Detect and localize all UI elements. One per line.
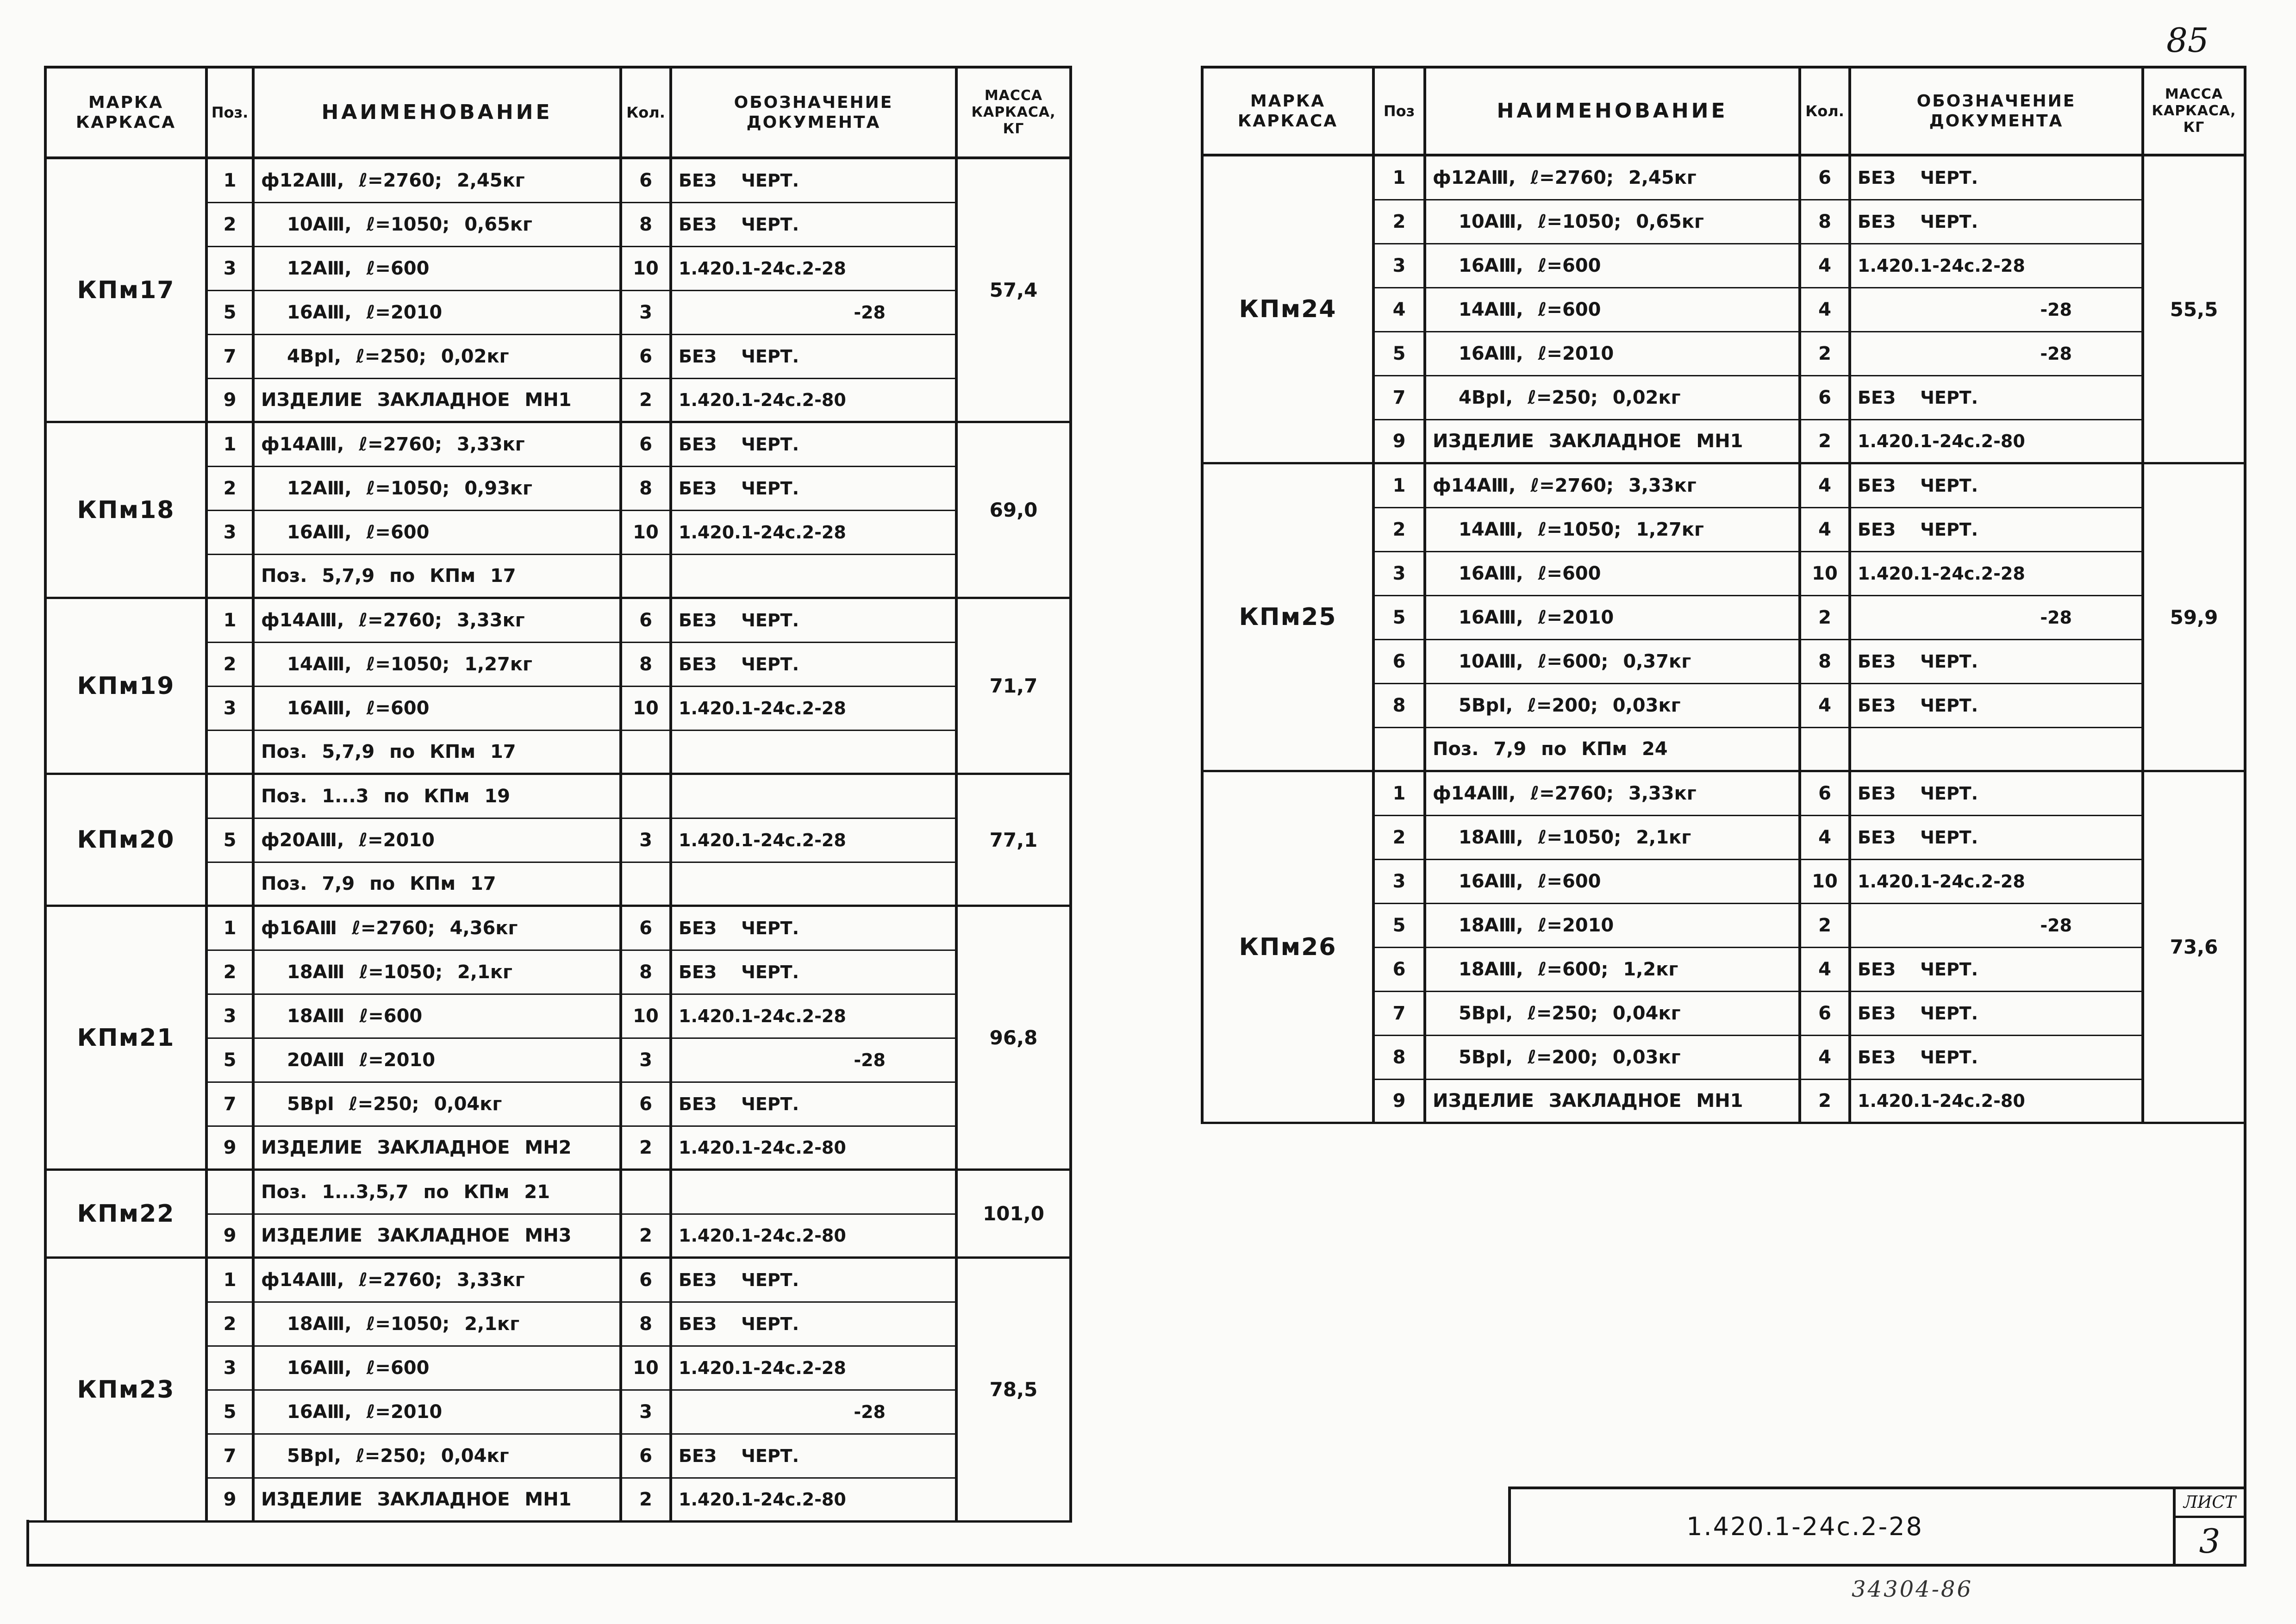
- cell-pos: 8: [1375, 684, 1426, 728]
- cell-doc: 1.420.1-24с.2-28: [672, 247, 958, 291]
- cell-qty: 8: [1801, 640, 1851, 684]
- cell-doc: БЕЗ ЧЕРТ.: [672, 467, 958, 511]
- cell-qty: 10: [1801, 552, 1851, 596]
- frame-mass: 59,9: [2144, 464, 2246, 772]
- cell-qty: 10: [622, 511, 672, 555]
- cell-qty: 4: [1801, 816, 1851, 860]
- cell-pos: 9: [1375, 1080, 1426, 1124]
- left-table-header-name: [255, 69, 622, 159]
- cell-pos: 7: [208, 1083, 255, 1127]
- cell-doc: БЕЗ ЧЕРТ.: [672, 159, 958, 203]
- header-label: МАРКА КАРКАСА: [1237, 91, 1338, 131]
- cell-doc: 1.420.1-24с.2-28: [1851, 244, 2144, 288]
- cell-qty: 8: [622, 643, 672, 687]
- cell-pos: 1: [1375, 772, 1426, 816]
- cell-qty: 4: [1801, 1036, 1851, 1080]
- cell-qty: 6: [1801, 992, 1851, 1036]
- frame-mass: 77,1: [958, 775, 1072, 907]
- cell-name: 14АⅢ, ℓ=600: [1426, 288, 1801, 332]
- cell-doc: 1.420.1-24с.2-28: [672, 687, 958, 731]
- cell-doc: 1.420.1-24с.2-80: [672, 1479, 958, 1523]
- cell-pos: 1: [208, 423, 255, 467]
- cell-name: 10АⅢ, ℓ=1050; 0,65кг: [1426, 200, 1801, 244]
- cell-doc: 1.420.1-24с.2-28: [672, 995, 958, 1039]
- cell-qty: 10: [622, 995, 672, 1039]
- cell-pos: [208, 775, 255, 819]
- cell-qty: [622, 863, 672, 907]
- frame-mass: 73,6: [2144, 772, 2246, 1124]
- cell-doc: -28: [672, 1391, 958, 1435]
- frame-mark: КПм26: [1204, 772, 1375, 1124]
- page-number: 85: [2166, 21, 2209, 60]
- sheet-number: 3: [2199, 1521, 2221, 1561]
- cell-qty: 10: [622, 687, 672, 731]
- cell-pos: 3: [208, 995, 255, 1039]
- cell-doc: -28: [672, 291, 958, 335]
- cell-qty: 2: [622, 379, 672, 423]
- cell-name: 18АⅢ, ℓ=600; 1,2кг: [1426, 948, 1801, 992]
- cell-pos: 6: [1375, 640, 1426, 684]
- cell-qty: 2: [622, 1215, 672, 1259]
- right-table-header-pos: [1375, 69, 1426, 156]
- cell-pos: 2: [208, 1303, 255, 1347]
- cell-pos: 3: [1375, 552, 1426, 596]
- frame-mark: КПм19: [47, 599, 208, 775]
- cell-pos: 2: [1375, 816, 1426, 860]
- cell-qty: 4: [1801, 464, 1851, 508]
- cell-name: ИЗДЕЛИЕ ЗАКЛАДНОЕ МН1: [1426, 420, 1801, 464]
- left-table-header-mark: [47, 69, 208, 159]
- cell-name: ИЗДЕЛИЕ ЗАКЛАДНОЕ МН1: [255, 379, 622, 423]
- cell-qty: [1801, 728, 1851, 772]
- cell-name: 16АⅢ, ℓ=2010: [255, 1391, 622, 1435]
- frame-mass: 96,8: [958, 907, 1072, 1171]
- cell-name: 20АⅢ ℓ=2010: [255, 1039, 622, 1083]
- cell-pos: 3: [208, 687, 255, 731]
- document-designation: 1.420.1-24с.2-28: [1686, 1512, 1923, 1541]
- cell-name: 10АⅢ, ℓ=600; 0,37кг: [1426, 640, 1801, 684]
- frame-mass: 101,0: [958, 1171, 1072, 1259]
- frame-mark: КПм23: [47, 1259, 208, 1523]
- cell-name: 16АⅢ, ℓ=600: [255, 687, 622, 731]
- header-label: ОБОЗНАЧЕНИЕ ДОКУМЕНТА: [1916, 91, 2076, 131]
- header-label: НАИМЕНОВАНИЕ: [321, 100, 553, 124]
- cell-name: Поз. 5,7,9 по КПм 17: [255, 555, 622, 599]
- sheet-label: ЛИСТ: [2184, 1493, 2236, 1512]
- title-block: [1508, 1487, 2246, 1567]
- cell-name: 14АⅢ, ℓ=1050; 1,27кг: [1426, 508, 1801, 552]
- cell-name: 18АⅢ, ℓ=1050; 2,1кг: [1426, 816, 1801, 860]
- frame-mark: КПм25: [1204, 464, 1375, 772]
- cell-qty: 4: [1801, 948, 1851, 992]
- header-label: МАРКА КАРКАСА: [75, 93, 176, 132]
- right-table-header-qty: [1801, 69, 1851, 156]
- cell-qty: 6: [622, 1435, 672, 1479]
- header-label: НАИМЕНОВАНИЕ: [1497, 99, 1728, 123]
- cell-doc: -28: [672, 1039, 958, 1083]
- cell-doc: -28: [1851, 332, 2144, 376]
- header-label: МАССА КАРКАСА, КГ: [2152, 86, 2236, 136]
- cell-doc: БЕЗ ЧЕРТ.: [1851, 1036, 2144, 1080]
- cell-name: 12АⅢ, ℓ=600: [255, 247, 622, 291]
- frame-connector: [26, 1520, 47, 1523]
- cell-doc: [672, 775, 958, 819]
- cell-pos: [208, 1171, 255, 1215]
- cell-pos: 3: [208, 511, 255, 555]
- cell-doc: -28: [1851, 596, 2144, 640]
- cell-pos: 1: [208, 1259, 255, 1303]
- cell-doc: БЕЗ ЧЕРТ.: [1851, 816, 2144, 860]
- left-table-header-qty: [622, 69, 672, 159]
- cell-qty: [622, 1171, 672, 1215]
- cell-qty: 3: [622, 819, 672, 863]
- cell-doc: [672, 1171, 958, 1215]
- cell-qty: 6: [1801, 772, 1851, 816]
- cell-pos: 9: [208, 1215, 255, 1259]
- cell-qty: 3: [622, 1391, 672, 1435]
- cell-name: 16АⅢ, ℓ=2010: [255, 291, 622, 335]
- cell-name: 16АⅢ, ℓ=2010: [1426, 596, 1801, 640]
- header-label: Поз.: [211, 103, 249, 121]
- right-table-header-name: [1426, 69, 1801, 156]
- frame-mass: 55,5: [2144, 156, 2246, 464]
- cell-pos: 9: [208, 1479, 255, 1523]
- cell-qty: [622, 775, 672, 819]
- frame-mass: 71,7: [958, 599, 1072, 775]
- cell-doc: БЕЗ ЧЕРТ.: [1851, 464, 2144, 508]
- frame-mass: 57,4: [958, 159, 1072, 423]
- cell-doc: БЕЗ ЧЕРТ.: [672, 1083, 958, 1127]
- cell-name: 4ВрⅠ, ℓ=250; 0,02кг: [1426, 376, 1801, 420]
- cell-qty: 6: [622, 423, 672, 467]
- cell-qty: 3: [622, 291, 672, 335]
- header-label: Кол.: [626, 103, 665, 121]
- cell-pos: 2: [208, 467, 255, 511]
- cell-pos: 2: [1375, 200, 1426, 244]
- cell-name: 18АⅢ, ℓ=1050; 2,1кг: [255, 1303, 622, 1347]
- cell-doc: БЕЗ ЧЕРТ.: [672, 599, 958, 643]
- cell-pos: 1: [1375, 464, 1426, 508]
- cell-qty: 8: [622, 467, 672, 511]
- cell-doc: БЕЗ ЧЕРТ.: [1851, 992, 2144, 1036]
- cell-doc: БЕЗ ЧЕРТ.: [1851, 156, 2144, 200]
- cell-qty: 3: [622, 1039, 672, 1083]
- frame-mark: КПм21: [47, 907, 208, 1171]
- cell-pos: 3: [208, 1347, 255, 1391]
- cell-qty: 4: [1801, 684, 1851, 728]
- cell-name: ИЗДЕЛИЕ ЗАКЛАДНОЕ МН2: [255, 1127, 622, 1171]
- cell-pos: 2: [208, 643, 255, 687]
- cell-pos: 4: [1375, 288, 1426, 332]
- right-table-header-mark: [1204, 69, 1375, 156]
- cell-doc: 1.420.1-24с.2-28: [672, 1347, 958, 1391]
- cell-name: ф14АⅢ, ℓ=2760; 3,33кг: [255, 1259, 622, 1303]
- cell-pos: 9: [208, 379, 255, 423]
- cell-name: 18АⅢ ℓ=1050; 2,1кг: [255, 951, 622, 995]
- cell-doc: 1.420.1-24с.2-80: [672, 1215, 958, 1259]
- cell-doc: БЕЗ ЧЕРТ.: [1851, 200, 2144, 244]
- cell-name: 16АⅢ, ℓ=2010: [1426, 332, 1801, 376]
- cell-doc: 1.420.1-24с.2-28: [672, 819, 958, 863]
- cell-doc: 1.420.1-24с.2-80: [1851, 1080, 2144, 1124]
- cell-name: 5ВрⅠ, ℓ=250; 0,04кг: [255, 1435, 622, 1479]
- cell-pos: [1375, 728, 1426, 772]
- cell-qty: 10: [1801, 860, 1851, 904]
- cell-qty: 8: [622, 203, 672, 247]
- cell-pos: 5: [208, 1039, 255, 1083]
- cell-name: 16АⅢ, ℓ=600: [255, 511, 622, 555]
- cell-name: 14АⅢ, ℓ=1050; 1,27кг: [255, 643, 622, 687]
- cell-qty: 6: [622, 907, 672, 951]
- frame-mark: КПм17: [47, 159, 208, 423]
- cell-doc: 1.420.1-24с.2-28: [1851, 860, 2144, 904]
- cell-pos: 2: [1375, 508, 1426, 552]
- cell-name: 16АⅢ, ℓ=600: [1426, 552, 1801, 596]
- cell-doc: БЕЗ ЧЕРТ.: [672, 335, 958, 379]
- cell-doc: БЕЗ ЧЕРТ.: [1851, 376, 2144, 420]
- cell-qty: 2: [1801, 904, 1851, 948]
- left-table-header-doc: [672, 69, 958, 159]
- cell-name: ф16АⅢ ℓ=2760; 4,36кг: [255, 907, 622, 951]
- cell-pos: 1: [208, 159, 255, 203]
- cell-qty: 2: [622, 1479, 672, 1523]
- cell-pos: 7: [1375, 376, 1426, 420]
- cell-pos: 5: [1375, 332, 1426, 376]
- cell-doc: [672, 731, 958, 775]
- cell-name: 18АⅢ ℓ=600: [255, 995, 622, 1039]
- cell-doc: БЕЗ ЧЕРТ.: [672, 951, 958, 995]
- cell-name: Поз. 7,9 по КПм 24: [1426, 728, 1801, 772]
- cell-name: 18АⅢ, ℓ=2010: [1426, 904, 1801, 948]
- cell-qty: 4: [1801, 508, 1851, 552]
- cell-qty: 2: [1801, 1080, 1851, 1124]
- header-label: Кол.: [1805, 102, 1844, 120]
- left-table-header-pos: [208, 69, 255, 159]
- cell-name: ИЗДЕЛИЕ ЗАКЛАДНОЕ МН3: [255, 1215, 622, 1259]
- cell-qty: 2: [1801, 332, 1851, 376]
- cell-name: ф14АⅢ, ℓ=2760; 3,33кг: [1426, 464, 1801, 508]
- cell-name: 5ВрⅠ, ℓ=250; 0,04кг: [1426, 992, 1801, 1036]
- cell-pos: 5: [1375, 596, 1426, 640]
- cell-doc: -28: [1851, 288, 2144, 332]
- header-label: ОБОЗНАЧЕНИЕ ДОКУМЕНТА: [734, 93, 893, 132]
- cell-name: ф14АⅢ, ℓ=2760; 3,33кг: [255, 423, 622, 467]
- cell-doc: БЕЗ ЧЕРТ.: [672, 907, 958, 951]
- cell-qty: 6: [622, 1259, 672, 1303]
- cell-doc: [672, 863, 958, 907]
- cell-qty: 8: [622, 951, 672, 995]
- cell-pos: 6: [1375, 948, 1426, 992]
- frame-mark: КПм24: [1204, 156, 1375, 464]
- cell-name: Поз. 1...3,5,7 по КПм 21: [255, 1171, 622, 1215]
- cell-doc: 1.420.1-24с.2-80: [672, 1127, 958, 1171]
- frame-mass: 78,5: [958, 1259, 1072, 1523]
- cell-pos: 1: [208, 599, 255, 643]
- left-spec-table: [44, 66, 1072, 1523]
- cell-name: 4ВрⅠ, ℓ=250; 0,02кг: [255, 335, 622, 379]
- cell-pos: 5: [1375, 904, 1426, 948]
- cell-doc: БЕЗ ЧЕРТ.: [672, 1435, 958, 1479]
- cell-qty: 8: [622, 1303, 672, 1347]
- cell-pos: 7: [1375, 992, 1426, 1036]
- header-label: МАССА КАРКАСА, КГ: [971, 87, 1056, 137]
- frame-mass: 69,0: [958, 423, 1072, 599]
- cell-pos: [208, 731, 255, 775]
- cell-pos: [208, 863, 255, 907]
- cell-qty: 8: [1801, 200, 1851, 244]
- cell-doc: БЕЗ ЧЕРТ.: [672, 203, 958, 247]
- left-table-header-mass: [958, 69, 1072, 159]
- cell-qty: 2: [622, 1127, 672, 1171]
- cell-doc: [1851, 728, 2144, 772]
- cell-name: ф20АⅢ, ℓ=2010: [255, 819, 622, 863]
- frame-mark: КПм18: [47, 423, 208, 599]
- cell-pos: 1: [1375, 156, 1426, 200]
- cell-doc: БЕЗ ЧЕРТ.: [1851, 640, 2144, 684]
- cell-qty: 6: [1801, 376, 1851, 420]
- cell-name: ИЗДЕЛИЕ ЗАКЛАДНОЕ МН1: [255, 1479, 622, 1523]
- cell-qty: 2: [1801, 596, 1851, 640]
- cell-name: 16АⅢ, ℓ=600: [1426, 244, 1801, 288]
- cell-pos: 7: [208, 335, 255, 379]
- cell-name: 5ВрⅠ, ℓ=200; 0,03кг: [1426, 1036, 1801, 1080]
- cell-name: 16АⅢ, ℓ=600: [255, 1347, 622, 1391]
- cell-name: Поз. 7,9 по КПм 17: [255, 863, 622, 907]
- cell-doc: -28: [1851, 904, 2144, 948]
- cell-name: 12АⅢ, ℓ=1050; 0,93кг: [255, 467, 622, 511]
- cell-qty: 4: [1801, 244, 1851, 288]
- cell-doc: 1.420.1-24с.2-80: [1851, 420, 2144, 464]
- cell-name: Поз. 1...3 по КПм 19: [255, 775, 622, 819]
- frame-mark: КПм20: [47, 775, 208, 907]
- cell-qty: 6: [622, 335, 672, 379]
- right-table-header-doc: [1851, 69, 2144, 156]
- cell-doc: БЕЗ ЧЕРТ.: [672, 1259, 958, 1303]
- cell-pos: 3: [1375, 244, 1426, 288]
- cell-name: 10АⅢ, ℓ=1050; 0,65кг: [255, 203, 622, 247]
- cell-name: ф14АⅢ, ℓ=2760; 3,33кг: [1426, 772, 1801, 816]
- cell-qty: 10: [622, 1347, 672, 1391]
- cell-pos: 2: [208, 951, 255, 995]
- cell-doc: БЕЗ ЧЕРТ.: [1851, 772, 2144, 816]
- cell-doc: БЕЗ ЧЕРТ.: [672, 423, 958, 467]
- cell-pos: 2: [208, 203, 255, 247]
- cell-name: 5ВрⅠ, ℓ=200; 0,03кг: [1426, 684, 1801, 728]
- cell-name: ф12АⅢ, ℓ=2760; 2,45кг: [1426, 156, 1801, 200]
- cell-doc: БЕЗ ЧЕРТ.: [672, 1303, 958, 1347]
- cell-qty: [622, 555, 672, 599]
- cell-qty: 6: [1801, 156, 1851, 200]
- cell-doc: 1.420.1-24с.2-28: [1851, 552, 2144, 596]
- cell-doc: БЕЗ ЧЕРТ.: [1851, 948, 2144, 992]
- frame-line-left: [26, 1520, 29, 1567]
- right-table-header-mass: [2144, 69, 2246, 156]
- cell-doc: БЕЗ ЧЕРТ.: [1851, 508, 2144, 552]
- cell-doc: 1.420.1-24с.2-28: [672, 511, 958, 555]
- cell-qty: 10: [622, 247, 672, 291]
- cell-pos: 3: [208, 247, 255, 291]
- cell-qty: 6: [622, 1083, 672, 1127]
- header-label: Поз: [1383, 102, 1415, 120]
- archive-number: 34304-86: [1852, 1576, 1973, 1602]
- cell-pos: 5: [208, 1391, 255, 1435]
- cell-qty: 2: [1801, 420, 1851, 464]
- cell-pos: 9: [208, 1127, 255, 1171]
- cell-qty: [622, 731, 672, 775]
- frame-mark: КПм22: [47, 1171, 208, 1259]
- cell-pos: 3: [1375, 860, 1426, 904]
- cell-name: 5ВрⅠ ℓ=250; 0,04кг: [255, 1083, 622, 1127]
- cell-name: ф12АⅢ, ℓ=2760; 2,45кг: [255, 159, 622, 203]
- cell-doc: БЕЗ ЧЕРТ.: [672, 643, 958, 687]
- right-spec-table: [1201, 66, 2246, 1124]
- cell-doc: [672, 555, 958, 599]
- cell-name: 16АⅢ, ℓ=600: [1426, 860, 1801, 904]
- cell-name: ИЗДЕЛИЕ ЗАКЛАДНОЕ МН1: [1426, 1080, 1801, 1124]
- cell-pos: 7: [208, 1435, 255, 1479]
- cell-doc: БЕЗ ЧЕРТ.: [1851, 684, 2144, 728]
- cell-name: ф14АⅢ, ℓ=2760; 3,33кг: [255, 599, 622, 643]
- cell-name: Поз. 5,7,9 по КПм 17: [255, 731, 622, 775]
- cell-qty: 4: [1801, 288, 1851, 332]
- cell-pos: [208, 555, 255, 599]
- cell-qty: 6: [622, 159, 672, 203]
- cell-pos: 8: [1375, 1036, 1426, 1080]
- cell-pos: 1: [208, 907, 255, 951]
- cell-doc: 1.420.1-24с.2-80: [672, 379, 958, 423]
- cell-pos: 5: [208, 291, 255, 335]
- cell-pos: 5: [208, 819, 255, 863]
- cell-qty: 6: [622, 599, 672, 643]
- cell-pos: 9: [1375, 420, 1426, 464]
